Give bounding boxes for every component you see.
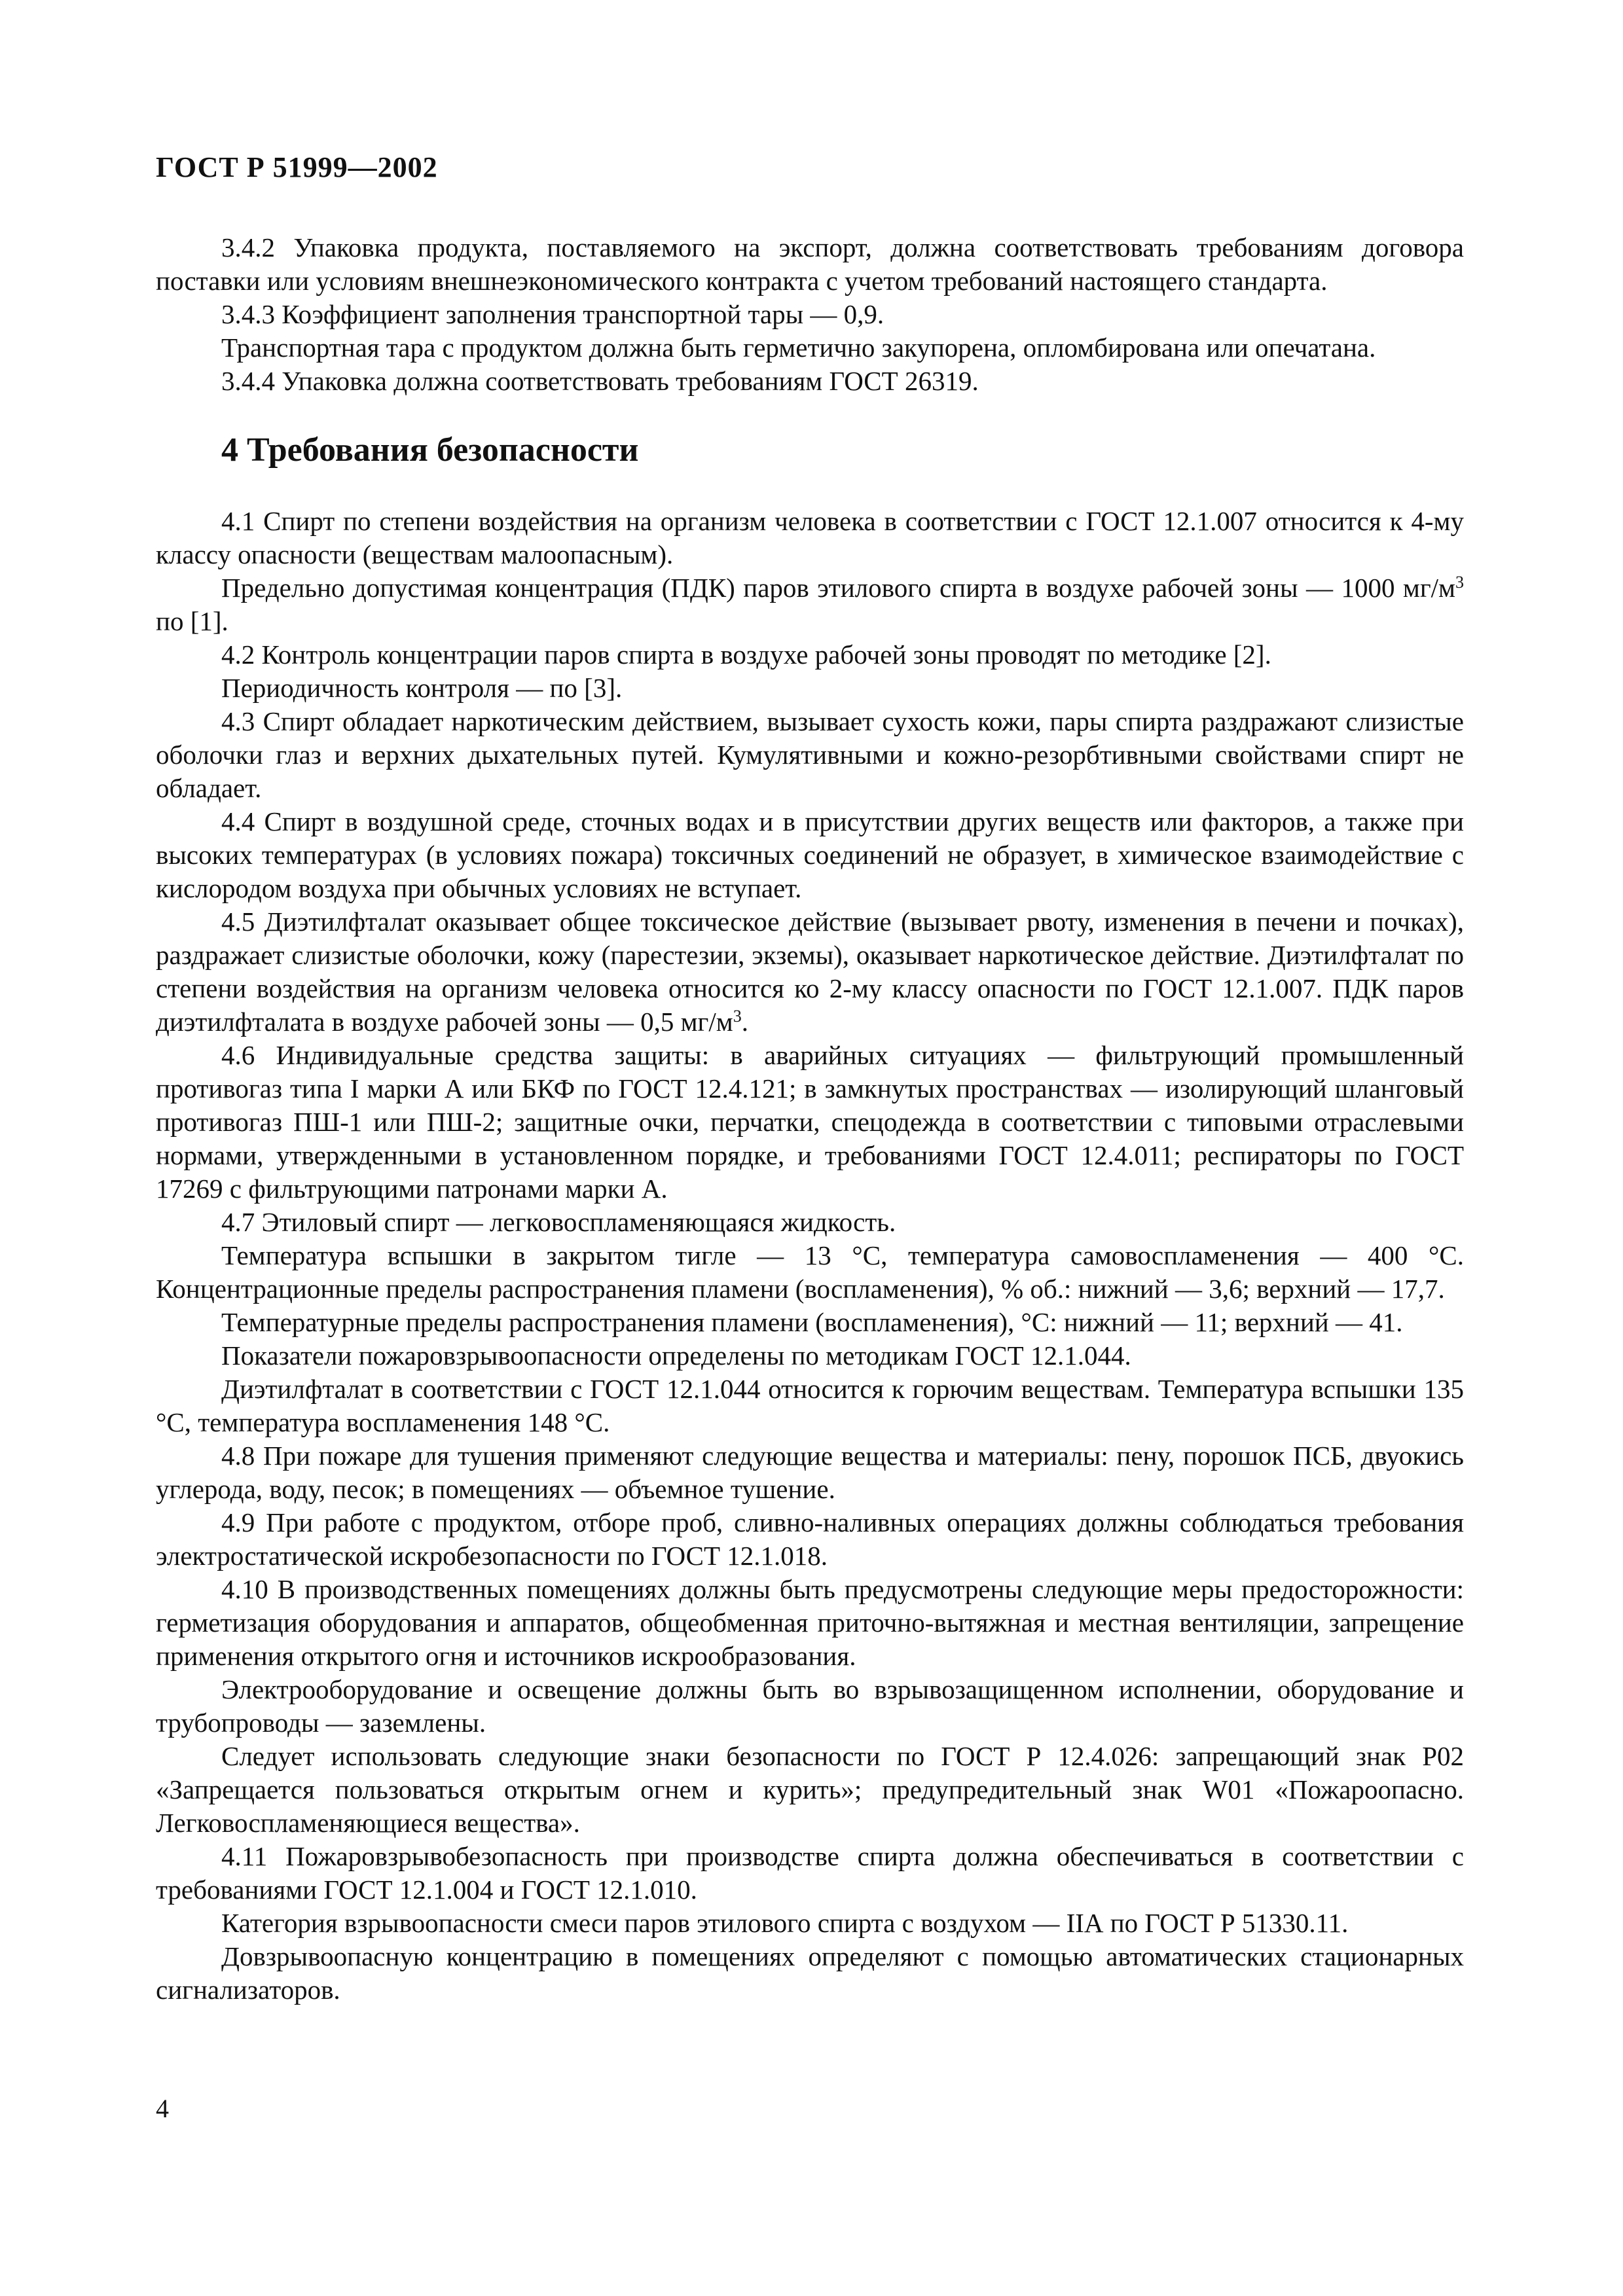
control-periodicity-paragraph: Периодичность контроля — по [3]. [221,673,623,703]
clause-3-4-3: 3.4.3 Коэффициент заполнения транспортной тары — 0,9. [221,299,884,329]
clause-4-5 [156,905,1464,1039]
electrical-equipment-paragraph: Электрооборудование и освещение должны быть во взрывозащищенном исполнении, оборудование и трубопроводы — заземлены. [156,1674,1464,1738]
clause-4-1: 4.1 Спирт по степени воздействия на организм человека в соответствии с ГОСТ 12.1.007 относится к 4-му классу опасности (веществам малоопасным). [156,506,1464,569]
page-number: 4 [156,2094,169,2123]
clause-3-4-2: 3.4.2 Упаковка продукта, поставляемого на экспорт, должна соответствовать требованиям договора поставки или условиям внешнеэкономического контракта с учетом требований настоящего стандарта. [156,232,1464,296]
clause-3-4-4: 3.4.4 Упаковка должна соответствовать требованиям ГОСТ 26319. [221,366,979,396]
temperature-limits-paragraph: Температурные пределы распространения пламени (воспламенения), °С: нижний — 11; верхний — 41. [221,1307,1403,1337]
diethyl-text: 4.5 Диэтилфталат оказывает общее токсическое действие (вызывает рвоту, изменения в печени и почках), раздражает слизистые оболочки, кожу (парестезии, экземы), оказывает наркотическое действие. Диэтилфталат по степени воздействия на организм человека относится ко 2-му классу опасности по ГОСТ 12.1.007. ПДК паров диэтилфталата в воздухе рабочей зоны — 0,5 мг/м [156,906,1464,1037]
diethyl-superscript: 3 [733,1007,742,1026]
clause-4-7: 4.7 Этиловый спирт — легковоспламеняющаяся жидкость. [221,1207,896,1237]
pdk-text-end: по [1]. [156,606,228,636]
clause-4-11: 4.11 Пожаровзрывобезопасность при производстве спирта должна обеспечиваться в соответствии с требованиями ГОСТ 12.1.004 и ГОСТ 12.1.010. [156,1841,1464,1905]
diethyl-text-end: . [741,1007,748,1037]
flash-point-paragraph: Температура вспышки в закрытом тигле — 13 °С, температура самовоспламенения — 400 °С. Концентрационные пределы распространения пламени (воспламенения), % об.: нижний — 3,6; верхний — 17,7. [156,1240,1464,1304]
section-title: 4 Требования безопасности [221,431,639,469]
clause-4-6: 4.6 Индивидуальные средства защиты: в аварийных ситуациях — фильтрующий промышленный противогаз типа I марки А или БКФ по ГОСТ 12.4.121; в замкнутых пространствах — изолирующий шланговый противогаз ПШ-1 или ПШ-2; защитные очки, перчатки, спецодежда в соответствии с типовыми отраслевыми нормами, утвержденными в установленном порядке, и требованиями ГОСТ 12.4.011; респираторы по ГОСТ 17269 с фильтрующими патронами марки А. [156,1040,1464,1204]
pdk-superscript: 3 [1455,573,1464,592]
document-body [156,231,1464,2007]
pdk-text: Предельно допустимая концентрация (ПДК) паров этилового спирта в воздухе рабочей зоны — 1000 мг/м [221,573,1455,603]
pre-explosive-concentration-paragraph: Довзрывоопасную концентрацию в помещениях определяют с помощью автоматических стационарных сигнализаторов. [156,1941,1464,2005]
clause-4-9: 4.9 При работе с продуктом, отборе проб, сливно-наливных операциях должны соблюдаться требования электростатической искробезопасности по ГОСТ 12.1.018. [156,1507,1464,1571]
pdk-paragraph [156,571,1464,638]
document-header: ГОСТ Р 51999—2002 [156,151,438,183]
explosion-category-paragraph: Категория взрывоопасности смеси паров этилового спирта с воздухом — IIА по ГОСТ Р 51330.11. [221,1908,1349,1938]
clause-4-2: 4.2 Контроль концентрации паров спирта в воздухе рабочей зоны проводят по методике [2]. [221,639,1271,670]
clause-4-4: 4.4 Спирт в воздушной среде, сточных водах и в присутствии других веществ или факторов, а также при высоких температурах (в условиях пожара) токсичных соединений не образует, в химическое взаимодействие с кислородом воздуха при обычных условиях не вступает. [156,806,1464,903]
transport-container-paragraph: Транспортная тара с продуктом должна быть герметично закупорена, опломбирована или опечатана. [221,332,1376,363]
clause-4-3: 4.3 Спирт обладает наркотическим действием, вызывает сухость кожи, пары спирта раздражают слизистые оболочки глаз и верхних дыхательных путей. Кумулятивными и кожно-резорбтивными свойствами спирт не обладает. [156,706,1464,803]
diethyl-phthalate-flammability-paragraph: Диэтилфталат в соответствии с ГОСТ 12.1.044 относится к горючим веществам. Температура вспышки 135 °С, температура воспламенения 148 °С. [156,1374,1464,1437]
fire-explosion-indicators-paragraph: Показатели пожаровзрывоопасности определены по методикам ГОСТ 12.1.044. [221,1340,1131,1371]
clause-4-8: 4.8 При пожаре для тушения применяют следующие вещества и материалы: пену, порошок ПСБ, двуокись углерода, воду, песок; в помещениях — объемное тушение. [156,1441,1464,1504]
clause-4-10: 4.10 В производственных помещениях должны быть предусмотрены следующие меры предосторожности: герметизация оборудования и аппаратов, общеобменная приточно-вытяжная и местная вентиляции, запрещение применения открытого огня и источников искрообразования. [156,1574,1464,1671]
safety-signs-paragraph: Следует использовать следующие знаки безопасности по ГОСТ Р 12.4.026: запрещающий знак Р02 «Запрещается пользоваться открытым огнем и курить»; предупредительный знак W01 «Пожароопасно. Легковоспламеняющиеся вещества». [156,1741,1464,1838]
